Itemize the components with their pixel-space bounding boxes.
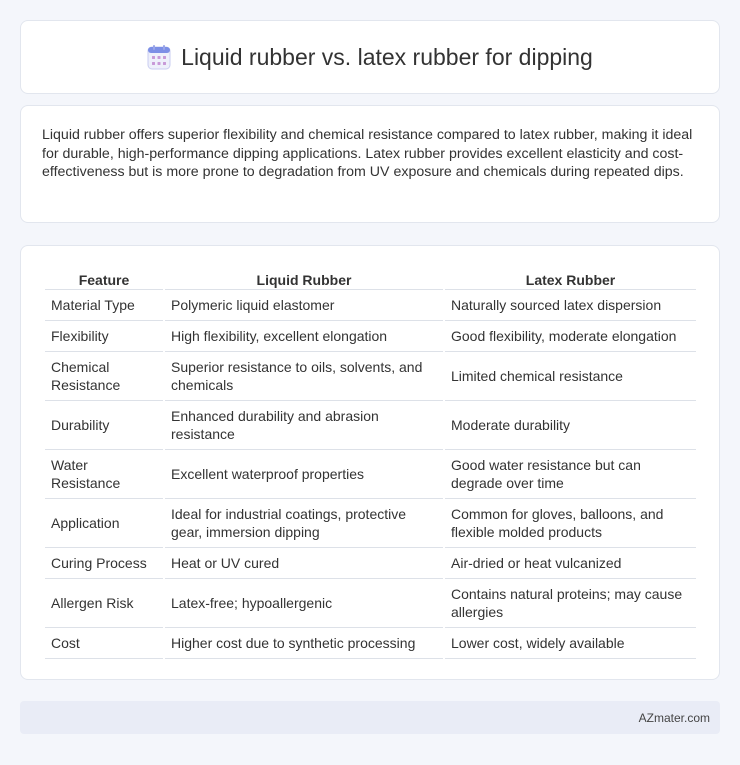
table-row xyxy=(45,352,696,401)
latex-rubber-cell: Naturally sourced latex dispersion xyxy=(445,290,696,321)
column-header: Feature xyxy=(45,268,163,290)
liquid-rubber-cell: Enhanced durability and abrasion resistance xyxy=(165,401,443,450)
liquid-rubber-cell: Excellent waterproof properties xyxy=(165,450,443,499)
feature-cell: Chemical Resistance xyxy=(45,352,163,401)
latex-rubber-cell: Contains natural proteins; may cause allergies xyxy=(445,579,696,628)
latex-rubber-cell: Moderate durability xyxy=(445,401,696,450)
latex-rubber-cell: Lower cost, widely available xyxy=(445,628,696,659)
calendar-icon xyxy=(147,44,171,70)
feature-cell: Durability xyxy=(45,401,163,450)
table-row xyxy=(45,290,696,321)
feature-cell: Allergen Risk xyxy=(45,579,163,628)
feature-cell: Material Type xyxy=(45,290,163,321)
footer-brand-link[interactable]: AZmater.com xyxy=(638,710,710,725)
table-header-row xyxy=(45,268,696,290)
liquid-rubber-cell: Superior resistance to oils, solvents, and chemicals xyxy=(165,352,443,401)
table-row xyxy=(45,401,696,450)
table-row xyxy=(45,548,696,579)
footer xyxy=(20,701,720,734)
feature-cell: Water Resistance xyxy=(45,450,163,499)
liquid-rubber-cell: Heat or UV cured xyxy=(165,548,443,579)
table-row xyxy=(45,321,696,352)
summary-card xyxy=(20,105,720,223)
liquid-rubber-cell: Latex-free; hypoallergenic xyxy=(165,579,443,628)
table-row xyxy=(45,579,696,628)
table-row xyxy=(45,499,696,548)
summary-text: Liquid rubber offers superior flexibility and chemical resistance compared to latex rubber, making it ideal for durable, high-performance dipping applications. Latex rubber provides excellent elasticity and cost-effectiveness but is more prone to degradation from UV exposure and chemicals during repeated dips. xyxy=(42,127,693,180)
latex-rubber-cell: Good water resistance but can degrade over time xyxy=(445,450,696,499)
latex-rubber-cell: Air-dried or heat vulcanized xyxy=(445,548,696,579)
feature-cell: Flexibility xyxy=(45,321,163,352)
feature-cell: Curing Process xyxy=(45,548,163,579)
latex-rubber-cell: Limited chemical resistance xyxy=(445,352,696,401)
latex-rubber-cell: Common for gloves, balloons, and flexible molded products xyxy=(445,499,696,548)
page-title: Liquid rubber vs. latex rubber for dipping xyxy=(181,43,593,70)
comparison-table-card xyxy=(20,245,720,680)
column-header: Latex Rubber xyxy=(445,268,696,290)
feature-cell: Cost xyxy=(45,628,163,659)
title-card xyxy=(20,20,720,94)
liquid-rubber-cell: Higher cost due to synthetic processing xyxy=(165,628,443,659)
latex-rubber-cell: Good flexibility, moderate elongation xyxy=(445,321,696,352)
liquid-rubber-cell: Ideal for industrial coatings, protective gear, immersion dipping xyxy=(165,499,443,548)
table-row xyxy=(45,628,696,659)
feature-cell: Application xyxy=(45,499,163,548)
table-row xyxy=(45,450,696,499)
column-header: Liquid Rubber xyxy=(165,268,443,290)
comparison-table xyxy=(43,268,698,659)
liquid-rubber-cell: Polymeric liquid elastomer xyxy=(165,290,443,321)
liquid-rubber-cell: High flexibility, excellent elongation xyxy=(165,321,443,352)
